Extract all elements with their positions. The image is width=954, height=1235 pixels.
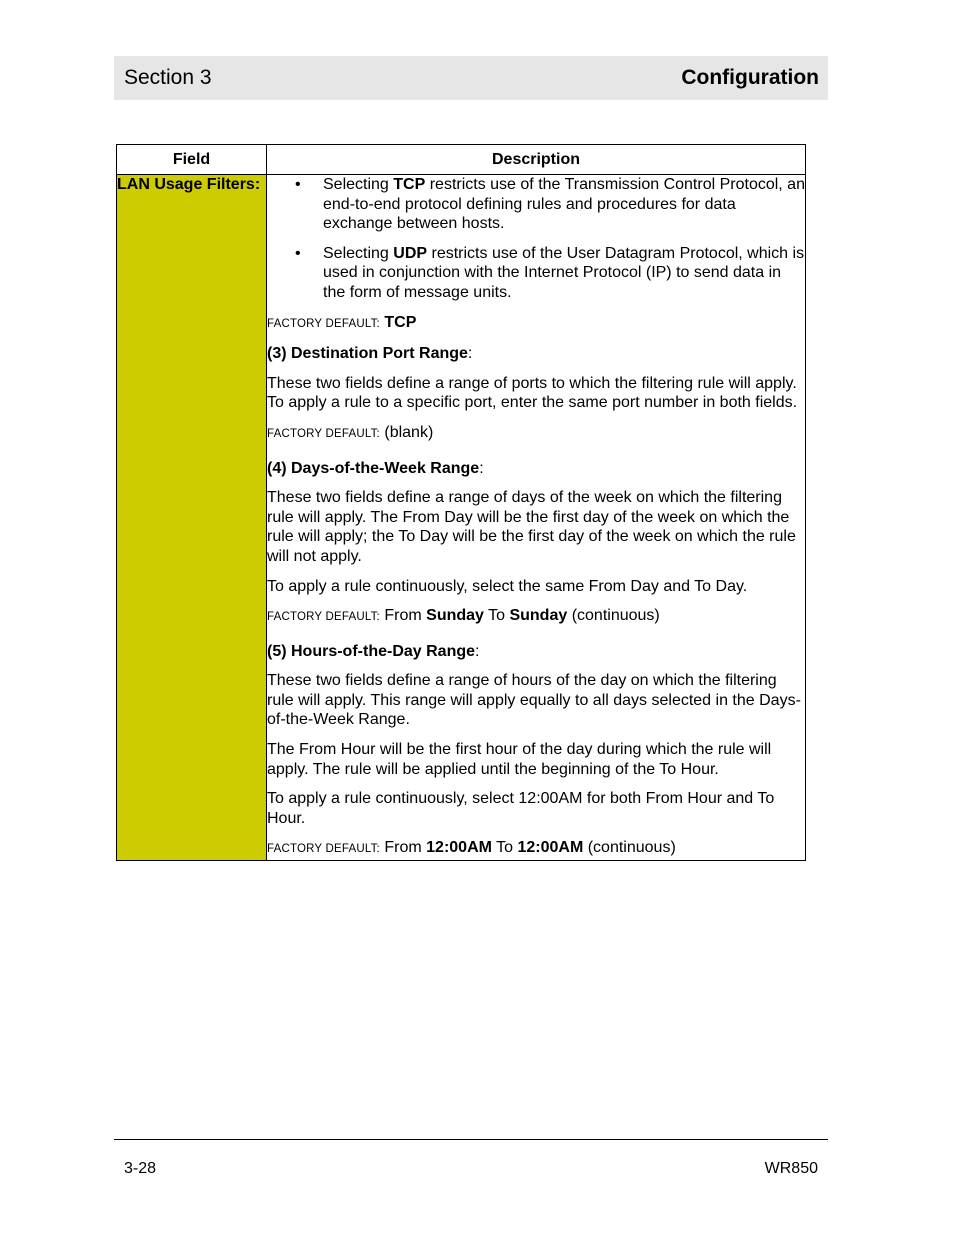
field-name: LAN Usage Filters:: [117, 176, 261, 193]
days-range-text: These two fields define a range of days of the week on which the filtering rule will apply. The From Day will be the first day of the week on which the rule will apply; the To Day will be the first day of the week on which the rule will not apply.: [267, 489, 796, 565]
page-number: 3-28: [124, 1160, 157, 1177]
factory-default-days: FACTORY DEFAULT: From Sunday To Sunday (continuous): [267, 607, 660, 625]
hours-range-from-text: The From Hour will be the first hour of the day during which the rule will apply. The rule will be applied until the beginning of the To Hour.: [267, 741, 772, 778]
column-header-description: Description: [267, 145, 806, 175]
destination-port-heading: (3) Destination Port Range:: [267, 345, 473, 363]
table-header-row: [117, 145, 806, 175]
footer-divider: [114, 1139, 828, 1140]
hours-range-continuous-text: To apply a rule continuously, select 12:00AM for both From Hour and To Hour.: [267, 790, 775, 827]
section-title: Configuration: [681, 66, 819, 89]
column-header-field: Field: [117, 145, 267, 175]
description-cell: [267, 175, 806, 861]
bullet-icon: •: [295, 244, 301, 262]
section-label: Section 3: [124, 66, 212, 89]
field-description-table: [116, 144, 806, 861]
hours-range-heading: (5) Hours-of-the-Day Range:: [267, 642, 480, 660]
destination-port-text: These two fields define a range of ports to which the filtering rule will apply. To apply a rule to a specific port, enter the same port number in both fields.: [267, 374, 798, 412]
protocol-bullet-list: [267, 175, 805, 303]
hours-range-text: These two fields define a range of hours of the day on which the filtering rule will apply. This range will apply equally to all days selected in the Days-of-the-Week Range.: [267, 672, 801, 729]
factory-default-protocol: FACTORY DEFAULT: TCP: [267, 313, 417, 331]
page-header: [114, 56, 828, 100]
factory-default-hours: FACTORY DEFAULT: From 12:00AM To 12:00AM (continuous): [267, 839, 676, 857]
days-range-heading: (4) Days-of-the-Week Range:: [267, 459, 484, 477]
product-name: WR850: [764, 1160, 818, 1177]
table-row: [117, 175, 806, 861]
bullet-icon: •: [295, 176, 301, 193]
list-item: • Selecting UDP restricts use of the User Datagram Protocol, which is used in conjunction with the Internet Protocol (IP) to send data in the form of message units.: [295, 244, 805, 301]
field-name-cell: [117, 175, 267, 861]
days-range-continuous-text: To apply a rule continuously, select the same From Day and To Day.: [267, 577, 748, 595]
list-item: • Selecting TCP restricts use of the Transmission Control Protocol, an end-to-end protocol defining rules and procedures for data exchange between hosts.: [295, 176, 805, 233]
factory-default-destination: FACTORY DEFAULT: (blank): [267, 423, 434, 441]
